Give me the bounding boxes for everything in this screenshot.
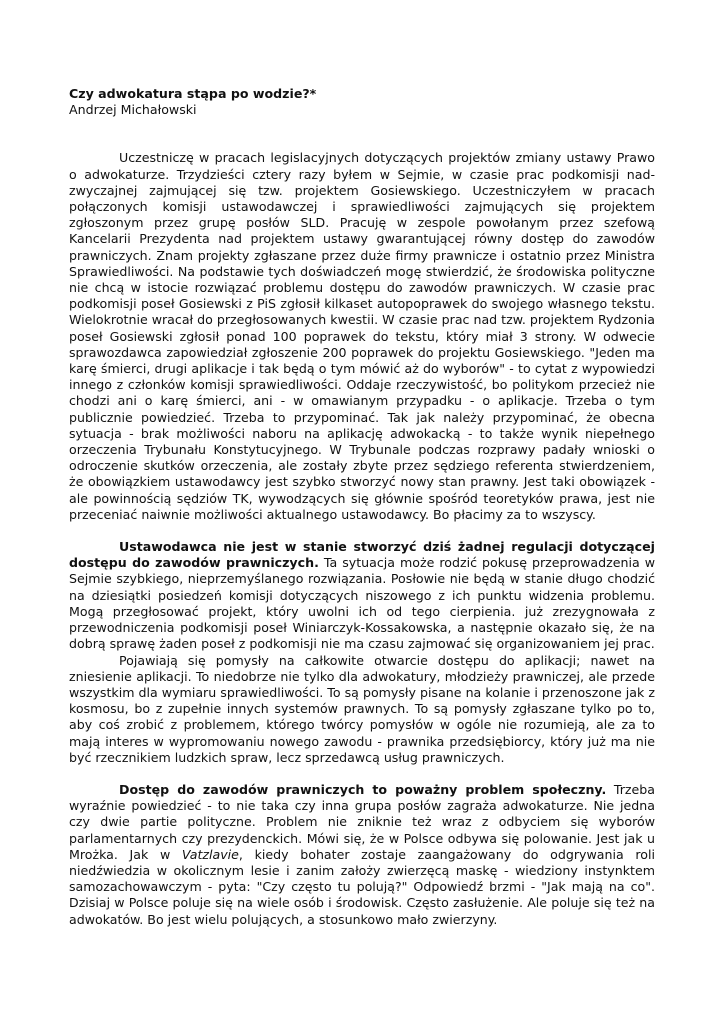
paragraph-2-lead: Ustawodawca nie jest w stanie stworzyć dziś żadnej regulacji dotyczącej dostępu do zawodów prawniczych. — [69, 539, 655, 571]
paragraph-4-italic: Vatzlavie — [181, 846, 239, 862]
paragraph-2 — [69, 539, 655, 652]
document-title: Czy adwokatura stąpa po wodzie?* — [69, 86, 317, 101]
paragraph-4-text-after: , kiedy bohater zostaje zaangażowany do odgrywania roli niedźwiedzia w okolicznym lesie i zanim założy zwierzęcą maskę - wiedziony instynktem samozachowawczym - pyta: "Czy często tu polują?" Odpowiedź brzmi - "Jak mają na co". Dzisiaj w Polsce poluje się na wiele osób i środowisk. Często zasłużenie. Ale poluje się też na adwokatów. Bo jest wielu polujących, a stosunkowo mało zwierzyny. — [69, 846, 655, 927]
paragraph-1 — [69, 150, 655, 523]
paragraph-3-text: Pojawiają się pomysły na całkowite otwarcie dostępu do aplikacji; nawet na zniesienie aplikacji. To niedobrze nie tylko dla adwokatury, młodzieży prawniczej, ale przede wszystkim dla wymiaru sprawiedliwości. To są pomysły pisane na kolanie i przenoszone jak z kosmosu, bo z zupełnie innych systemów prawnych. To są pomysły zgłaszane tylko po to, aby coś zrobić z problemem, którego twórcy pomysłów w ogóle nie rozumieją, ale za to mają interes w wypromowaniu nowego zawodu - prawnika przedsiębiorcy, który już ma nie być rzecznikiem ludzkich spraw, lecz sprzedawcą usług prawniczych. — [69, 652, 655, 765]
spacer — [69, 118, 655, 150]
paragraph-4 — [69, 782, 655, 928]
document-author: Andrzej Michałowski — [69, 102, 197, 118]
paragraph-2-text: Ta sytuacja może rodzić pokusę przeprowadzenia w Sejmie szybkiego, nieprzemyślanego rozwiązania. Posłowie nie będą w stanie długo chodzić na dziesiątki posiedzeń komisji dotyczących niszowego z ich punktu widzenia problemu. Mogą przegłosować projekt, który uwolni ich od tego cierpienia. już zrezygnowała z przewodniczenia podkomisji poseł Winiarczyk-Kossakowska, a następnie okazało się, że na dobrą sprawę żaden poseł z podkomisji nie ma czasu zajmować się organizowaniem jej prac. — [69, 555, 655, 652]
spacer — [69, 766, 655, 782]
paragraph-4-text-before: Trzeba wyraźnie powiedzieć - to nie taka czy inna grupa posłów zagraża adwokaturze. Nie jedna czy dwie partie polityczne. Problem nie zniknie też wraz z odbyciem się wyborów parlamentarnych czy prezydenckich. Mówi się, że w Polsce odbywa się polowanie. Jest jak u Mrożka. Jak w — [69, 781, 656, 862]
paragraph-1-text: Uczestniczę w pracach legislacyjnych dotyczących projektów zmiany ustawy Prawo o adwokaturze. Trzydzieści cztery razy byłem w Sejmie, w czasie prac podkomisji nad- zwyczajnej zajmującej się tzw. projektem Gosiewskiego. Uczestniczyłem w pracach połączonych komisji ustawodawczej i sprawiedliwości zajmujących się projektem zgłoszonym przez grupę posłów SLD. Pracuję w zespole powołanym przez szefową Kancelarii Prezydenta nad projektem ustawy gwarantującej równy dostęp do zawodów prawniczych. Znam projekty zgłaszane przez duże firmy prawnicze i ostatnio przez Ministra Sprawiedliwości. Na podstawie tych doświadczeń mogę stwierdzić, że środowiska polityczne nie chcą w istocie rozwiązać problemu dostępu do zawodów prawniczych. W czasie prac podkomisji poseł Gosiewski z PiS zgłosił kilkaset autopoprawek do swojego własnego tekstu. Wielokrotnie wracał do przegłosowanych kwestii. W czasie prac nad tzw. projektem Rydzonia poseł Gosiewski zgłosił ponad 100 poprawek do tekstu, który miał 3 strony. W odwecie sprawozdawca zapowiedział zgłoszenie 200 poprawek do projektu Gosiewskiego. "Jeden ma karę śmierci, drugi aplikacje i tak będą o tym mówić aż do wyborów" - to cytat z wypowiedzi innego z członków komisji sprawiedliwości. Oddaje rzeczywistość, bo politykom przecież nie chodzi ani o karę śmierci, ani - w omawianym przypadku - o aplikacje. Trzeba o tym publicznie powiedzieć. Trzeba to przypominać. Tak jak należy przypominać, że obecna sytuacja - brak możliwości naboru na aplikację adwokacką - to także wynik niepełnego orzeczenia Trybunału Konstytucyjnego. W Trybunale podczas rozprawy padały wnioski o odroczenie skutków orzeczenia, ale zostały zbyte przez sędziego referenta stwierdzeniem, że obowiązkiem ustawodawcy jest szybko stworzyć nowy stan prawny. Jest taki obowiązek - ale powinnością sędziów TK, wywodzących się głównie spośród teoretyków prawa, jest nie przeceniać naiwnie możliwości aktualnego ustawodawcy. Bo płacimy za to wszyscy. — [69, 150, 655, 522]
spacer — [69, 523, 655, 539]
paragraph-3 — [69, 653, 655, 766]
paragraph-4-lead: Dostęp do zawodów prawniczych to poważny problem społeczny. — [119, 781, 607, 797]
document-page — [69, 86, 655, 928]
